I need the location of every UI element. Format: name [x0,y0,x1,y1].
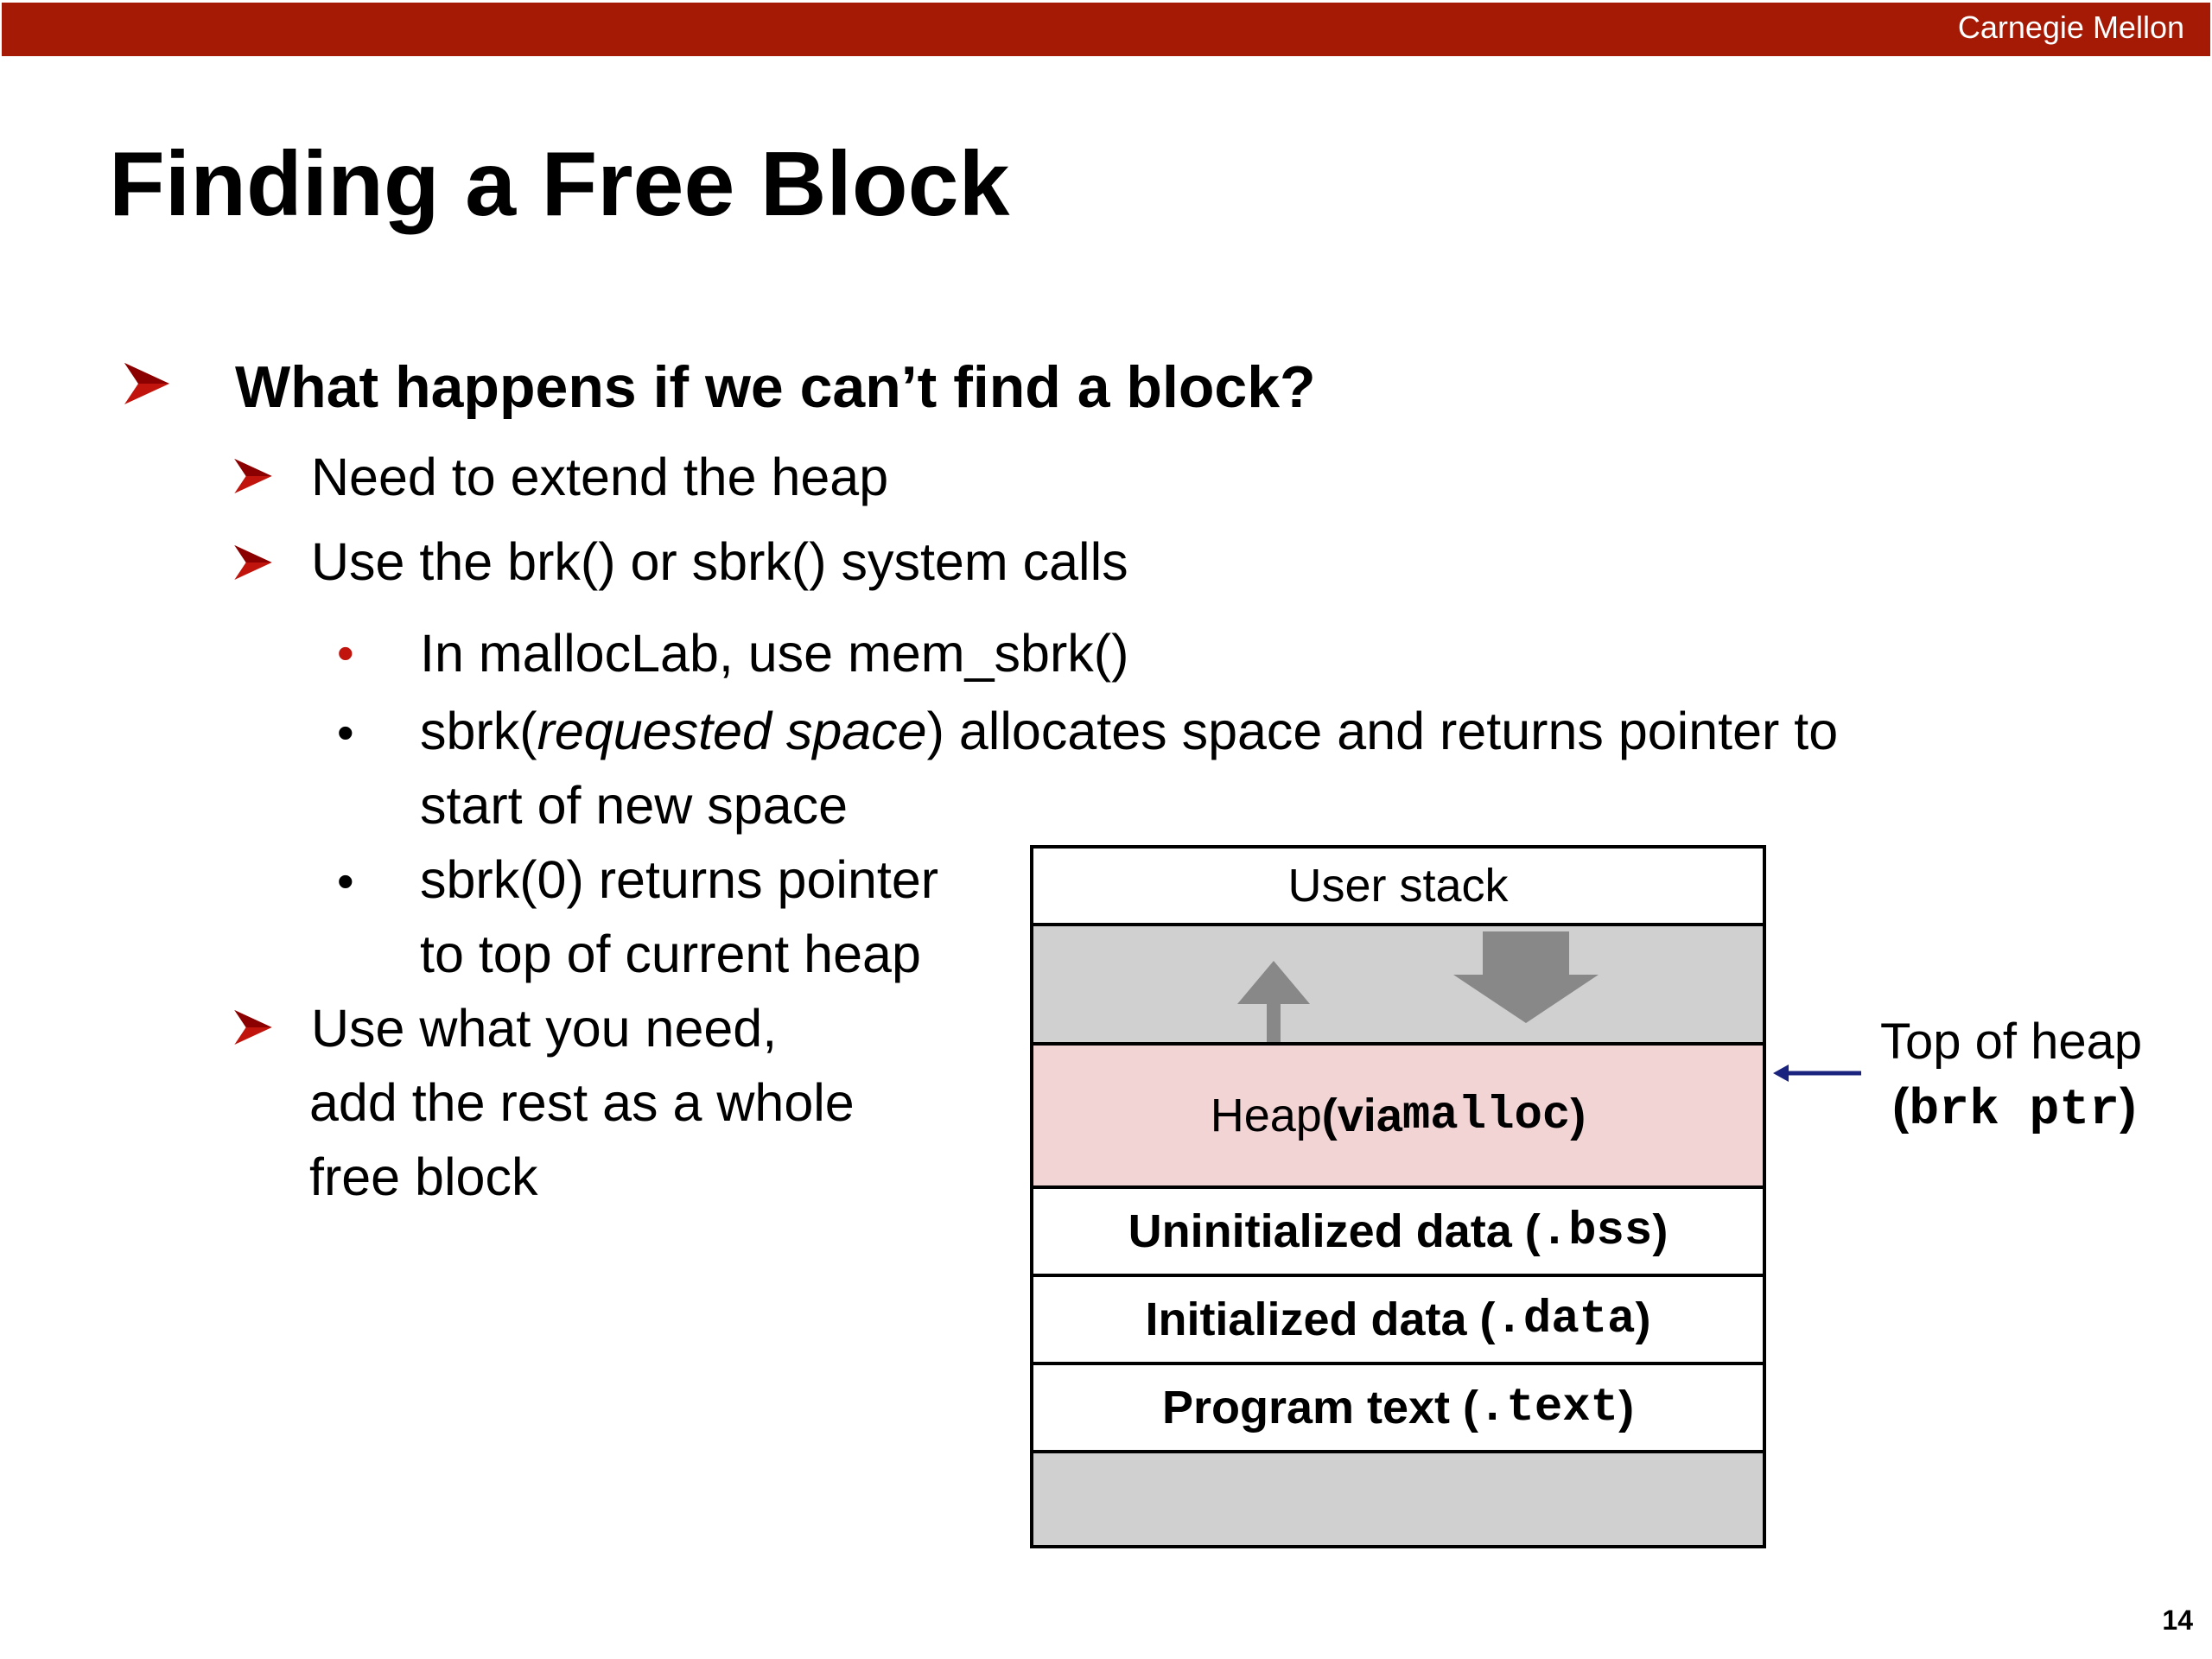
bullet-use-need-cont: add the rest as a whole [309,1073,855,1132]
brk-ptr-label: (brk ptr) [1892,1078,2137,1140]
brk-pointer-arrow-icon [1771,1059,1866,1085]
bullet-sbrk-zero-cont: to top of current heap [420,925,921,983]
text-segment: Program text ( .text ) [1030,1362,1766,1453]
top-of-heap-label: Top of heap (brk ptr) [1880,1009,2142,1144]
user-stack-segment: User stack [1030,845,1766,926]
dot-bullet: • [337,854,354,908]
dot-bullet: • [337,705,354,760]
bullet-mem-sbrk: In mallocLab, use mem_sbrk() [420,624,1129,683]
bullet-use-need: Use what you need, [311,999,778,1058]
top-banner [2,3,2210,56]
brand-label: Carnegie Mellon [1957,10,2184,45]
growth-arrows-icon [1033,926,1770,1049]
bullet-system-calls: Use the brk() or sbrk() system calls [311,532,1128,591]
arrow-bullet-icon [232,1006,275,1049]
main-question: What happens if we can’t find a block? [235,354,1316,420]
red-dot-bullet: • [337,626,354,680]
gap-segment [1030,923,1766,1046]
arrow-bullet-icon [232,454,275,498]
reserved-segment [1030,1450,1766,1548]
bullet-extend-heap: Need to extend the heap [311,448,889,506]
arrow-bullet-icon [121,358,173,410]
bullet-sbrk-requested: sbrk(requested space) allocates space and returns pointer to [420,702,1839,760]
memory-layout-diagram [1030,845,1773,1566]
slide-number: 14 [2162,1605,2193,1636]
bullet-sbrk-zero: sbrk(0) returns pointer [420,850,939,909]
slide-title: Finding a Free Block [109,133,1010,235]
bss-segment: Uninitialized data ( .bss ) [1030,1185,1766,1277]
data-segment: Initialized data ( .data ) [1030,1274,1766,1365]
bullet-sbrk-requested-cont: start of new space [420,776,849,835]
arrow-bullet-icon [232,541,275,584]
bullet-use-need-cont2: free block [309,1147,538,1206]
heap-segment: Heap (via malloc ) [1030,1042,1766,1189]
